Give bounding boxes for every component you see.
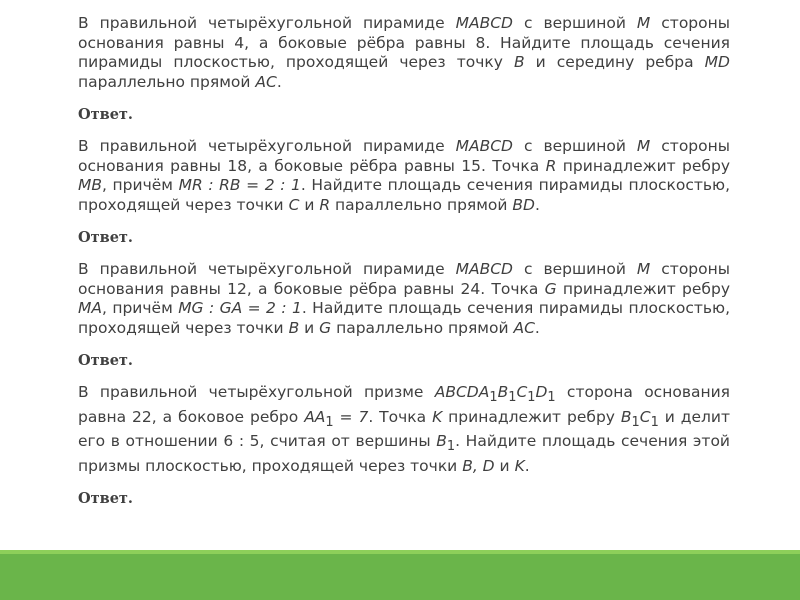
answer-label-4: Ответ. (78, 490, 133, 508)
answer-label-1: Ответ. (78, 106, 133, 123)
worksheet (78, 14, 730, 521)
answer-label-2: Ответ. (78, 229, 133, 246)
footer-band (0, 554, 800, 600)
problem-2: В правильной четырёхугольной пирамиде MABCD с вершиной M стороны основания равны 18, а боковые рёбра равны 15. Точка R принадлежит ребру MB, причём MR : RB = 2 : 1. Найдите площадь сечения пирамиды плоскостью, проходящей через точки C и R параллельно прямой BD. (78, 137, 730, 214)
answer-label-3: Ответ. (78, 352, 133, 369)
problem-3: В правильной четырёхугольной пирамиде MABCD с вершиной M стороны основания равны 12, а боковые рёбра равны 24. Точка G принадлежит ребру MA, причём MG : GA = 2 : 1. Найдите площадь сечения пирамиды плоскостью, проходящей через точки B и G параллельно прямой AC. (78, 260, 731, 337)
problem-1: В правильной четырёхугольной пирамиде MABCD с вершиной M стороны основания равны 4, а боковые рёбра равны 8. Найдите площадь сечения пирамиды плоскостью, проходящей через точку B и середину ребра MD параллельно прямой AC. (78, 14, 730, 91)
problem-4: В правильной четырёхугольной призме $ABCDA_1B_1C_1D_1$ сторона основания равна 22, а боковое ребро $AA_1 = 7$. Точка K принадлежит ребру $B_1C_1$ и делит его в отношении 6 : 5, считая от вершины $B_1$. Найдите площадь сечения этой призмы плоскостью, проходящей через точки B, D и K. (78, 383, 730, 475)
